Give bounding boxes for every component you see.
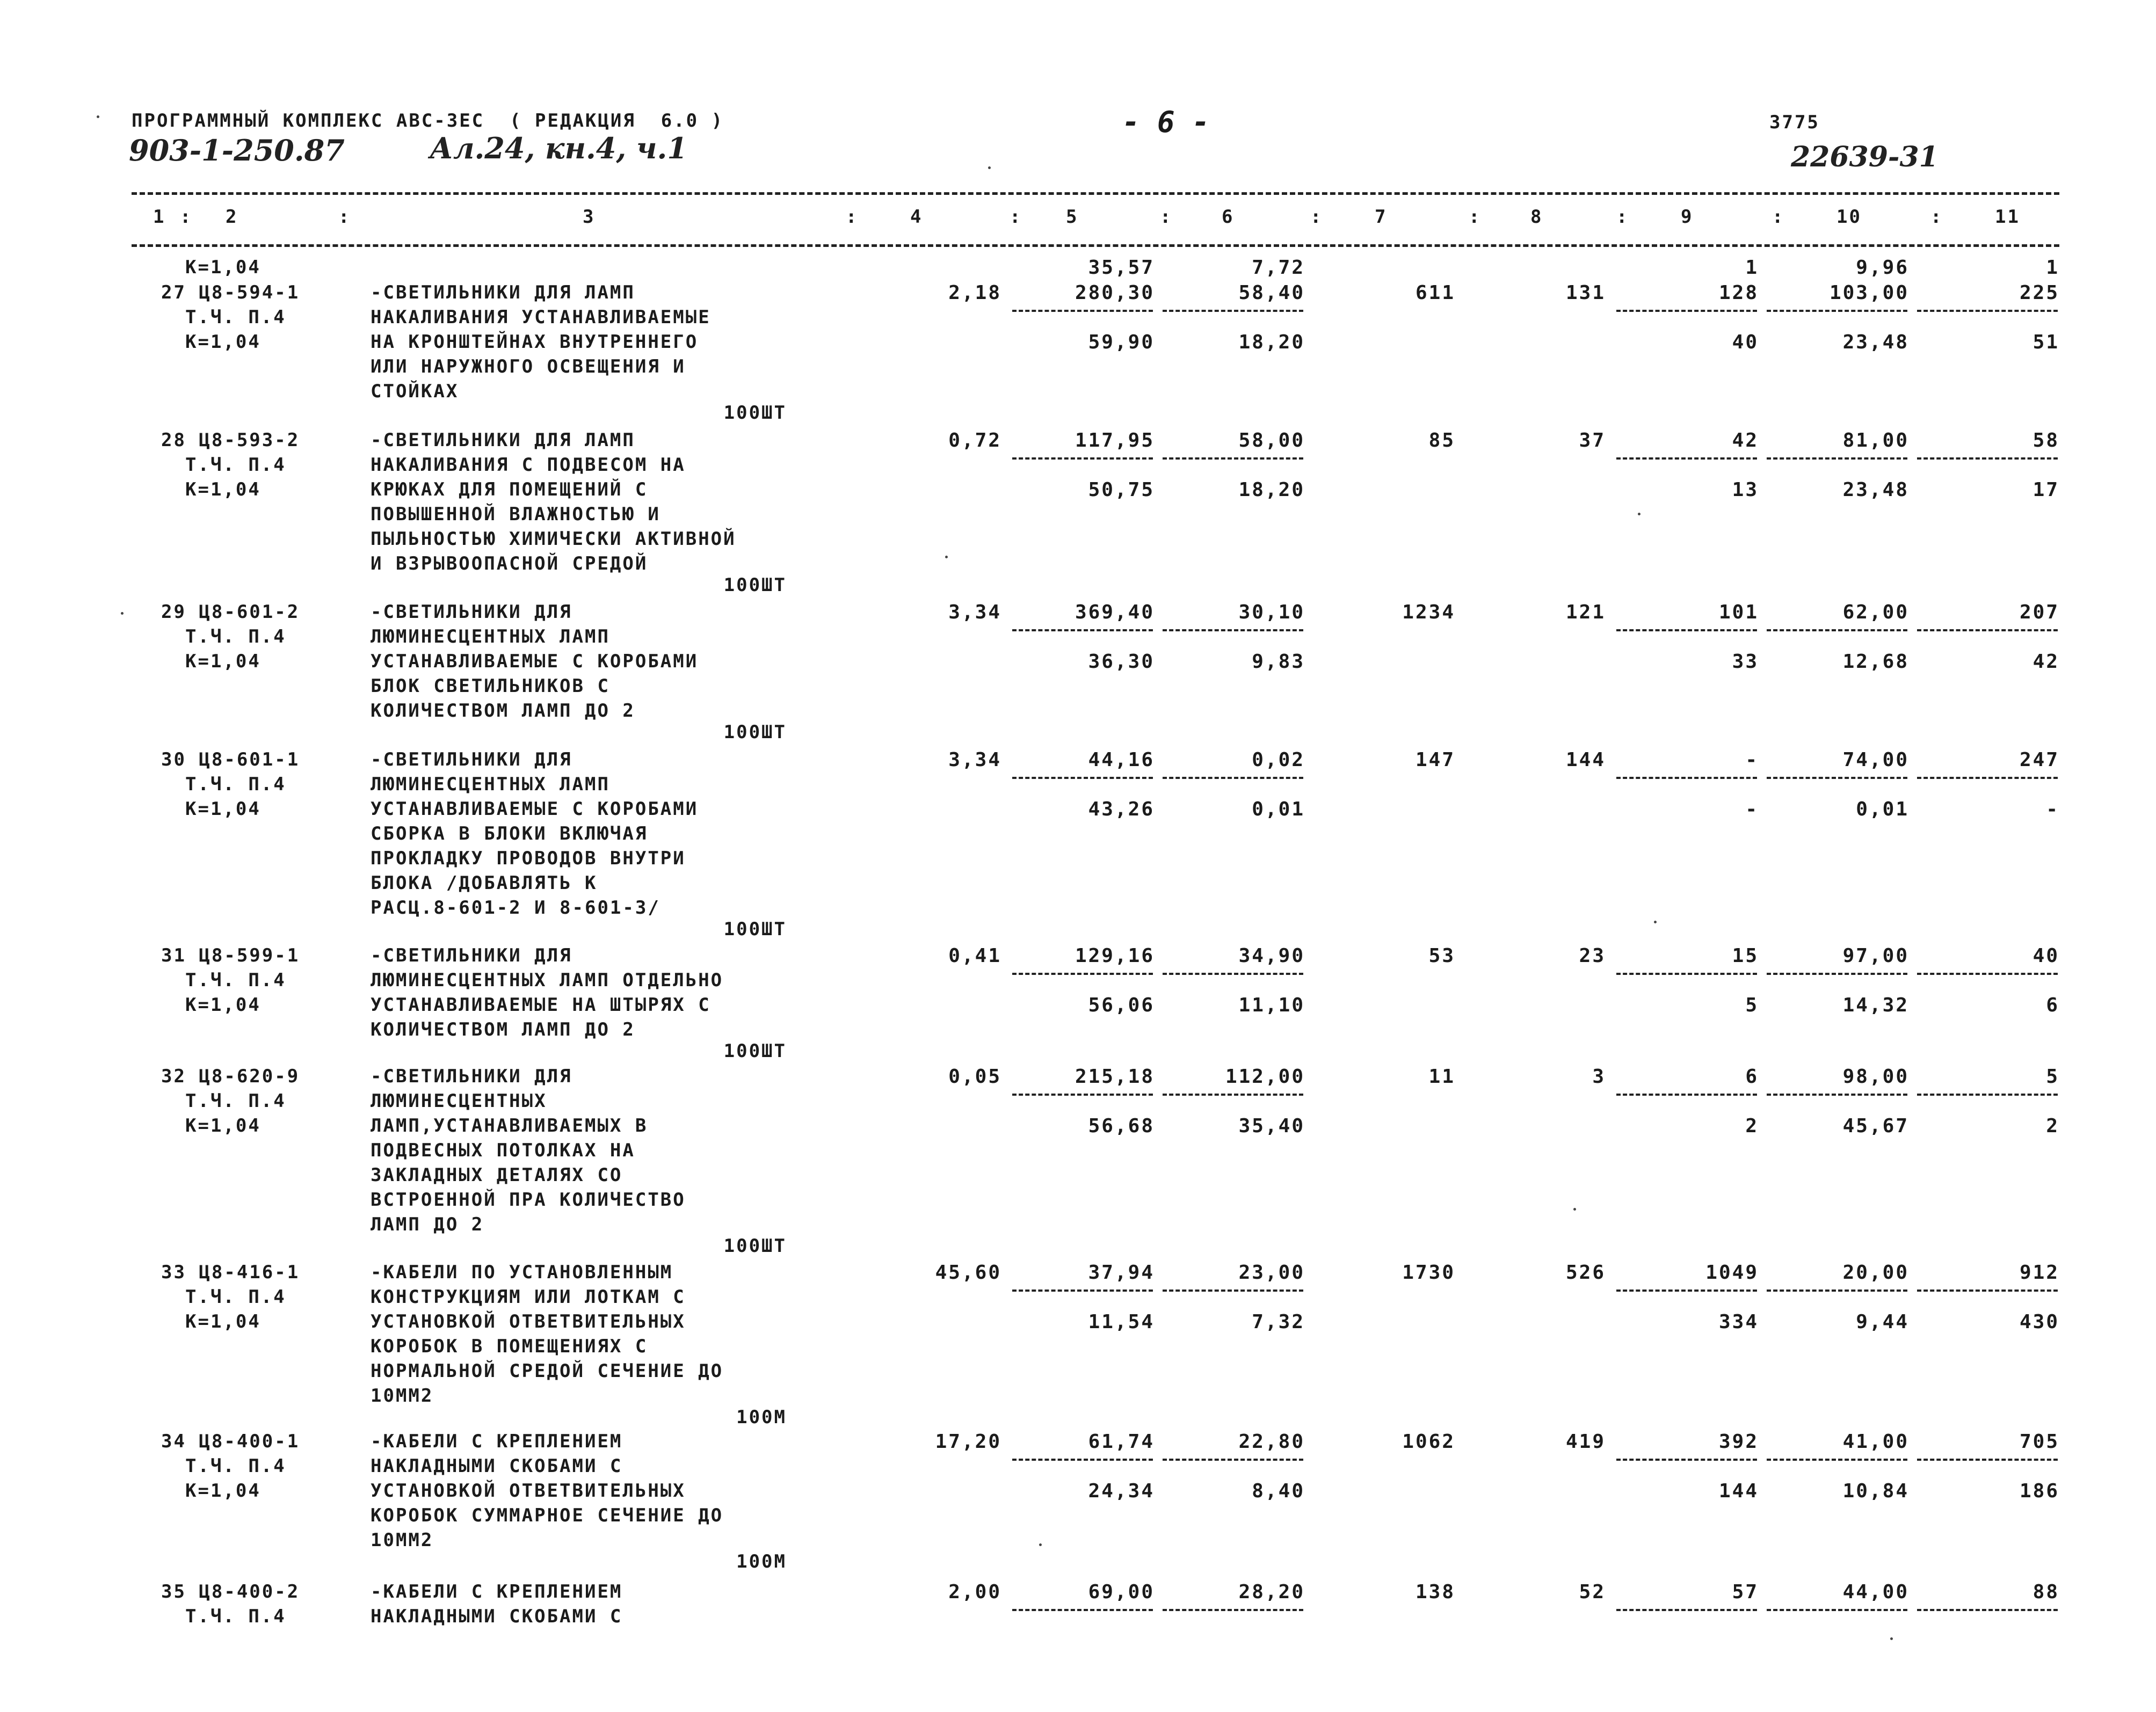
value-col-6-lower: 35,40 (1238, 1115, 1305, 1137)
value-col-8: 121 (1565, 601, 1606, 623)
work-description-line: КОРОБОК В ПОМЕЩЕНИЯХ С (371, 1336, 648, 1357)
value-col-6: 30,10 (1238, 601, 1305, 623)
cell-divider-rule (1616, 457, 1757, 460)
cell-divider-rule (1917, 457, 2058, 460)
value-col-4: 0,72 (948, 429, 1001, 451)
scan-speck (121, 612, 124, 615)
cell-divider-rule (1163, 1459, 1303, 1461)
value-col-8: 37 (1579, 429, 1606, 451)
work-description-line: ЗАКЛАДНЫХ ДЕТАЛЯХ СО (371, 1164, 623, 1186)
work-description-line: КОНСТРУКЦИЯМ ИЛИ ЛОТКАМ С (371, 1286, 686, 1308)
value-col-10: 20,00 (1842, 1262, 1909, 1284)
unit-of-measure: 100ШТ (723, 1040, 787, 1062)
value-col-8: 526 (1565, 1262, 1606, 1284)
value-col-5: 129,16 (1075, 945, 1155, 967)
estimate-code-note: К=1,04 (185, 479, 261, 500)
estimate-code-note: Т.Ч. П.4 (185, 626, 286, 647)
value-col-11-lower: - (2046, 798, 2059, 820)
value-col-11: 5 (2046, 1066, 2059, 1088)
value-col-11-lower: 17 (2032, 479, 2059, 501)
cell-divider-rule (1917, 629, 2058, 631)
value-col-5: 69,00 (1088, 1581, 1155, 1603)
scan-speck (945, 556, 948, 558)
value-col-5-lower: 50,75 (1088, 479, 1155, 501)
column-separator: : (1930, 206, 1943, 228)
column-separator: : (1772, 206, 1785, 228)
value-col-9: 392 (1718, 1431, 1759, 1453)
value-col-11-lower: 6 (2046, 994, 2059, 1016)
scan-speck (1890, 1637, 1893, 1640)
estimate-code: 32 Ц8-620-9 (161, 1066, 300, 1087)
cell-divider-rule (1012, 1609, 1153, 1611)
value-col-4: 0,05 (948, 1066, 1001, 1088)
cell-divider-rule (1012, 1094, 1153, 1096)
estimate-code-note: Т.Ч. П.4 (185, 454, 286, 476)
column-header-6: 6 (1222, 206, 1235, 228)
work-description-line: ВСТРОЕННОЙ ПРА КОЛИЧЕСТВО (371, 1189, 686, 1211)
value-col-10: 97,00 (1842, 945, 1909, 967)
cell-divider-rule (1012, 629, 1153, 631)
value-col-10: 103,00 (1829, 282, 1909, 304)
estimate-code-note: Т.Ч. П.4 (185, 1455, 286, 1477)
value-col-9: 128 (1718, 282, 1759, 304)
cell-divider-rule (1917, 1459, 2058, 1461)
cell-divider-rule (1616, 629, 1757, 631)
cell-divider-rule (1767, 457, 1907, 460)
value-col-5-lower: 59,90 (1088, 331, 1155, 353)
work-description-line: НА КРОНШТЕЙНАХ ВНУТРЕННЕГО (371, 331, 699, 353)
cell-divider-rule (1163, 777, 1303, 779)
unit-of-measure: 100ШТ (723, 919, 787, 940)
work-description-line: БЛОК СВЕТИЛЬНИКОВ С (371, 675, 610, 697)
value-col-5-lower: 36,30 (1088, 651, 1155, 673)
value-col-10-lower: 0,01 (1856, 798, 1909, 820)
value-col-7: 85 (1428, 429, 1455, 451)
value-col-9-lower: 13 (1732, 479, 1759, 501)
value-col-11: 1 (2046, 257, 2059, 279)
cell-divider-rule (1616, 777, 1757, 779)
value-col-8: 419 (1565, 1431, 1606, 1453)
value-col-5: 369,40 (1075, 601, 1155, 623)
cell-divider-rule (1163, 310, 1303, 312)
work-description-line: НАКЛАДНЫМИ СКОБАМИ С (371, 1455, 623, 1477)
unit-of-measure: 100ШТ (723, 1235, 787, 1257)
cell-divider-rule (1012, 1459, 1153, 1461)
unit-of-measure: 100ШТ (723, 402, 787, 424)
work-description-line: ПРОКЛАДКУ ПРОВОДОВ ВНУТРИ (371, 848, 686, 869)
work-description-line: СБОРКА В БЛОКИ ВКЛЮЧАЯ (371, 823, 648, 844)
work-description-line: -КАБЕЛИ С КРЕПЛЕНИЕМ (371, 1581, 623, 1602)
value-col-10: 98,00 (1842, 1066, 1909, 1088)
column-header-3: 3 (583, 206, 596, 228)
value-col-8: 23 (1579, 945, 1606, 967)
value-col-5: 44,16 (1088, 749, 1155, 771)
value-col-11-lower: 42 (2032, 651, 2059, 673)
unit-of-measure: 100М (736, 1407, 787, 1428)
cell-divider-rule (1767, 1459, 1907, 1461)
estimate-code: 33 Ц8-416-1 (161, 1262, 300, 1283)
estimate-code-note: Т.Ч. П.4 (185, 1286, 286, 1308)
value-col-10: 74,00 (1842, 749, 1909, 771)
value-col-7: 611 (1415, 282, 1455, 304)
value-col-8: 144 (1565, 749, 1606, 771)
value-col-10: 81,00 (1842, 429, 1909, 451)
document-number: 22639-31 (1791, 141, 1939, 173)
work-description-line: 10ММ2 (371, 1385, 434, 1407)
estimate-code: К=1,04 (185, 257, 261, 278)
value-col-5: 280,30 (1075, 282, 1155, 304)
estimate-code: 29 Ц8-601-2 (161, 601, 300, 623)
value-col-9: 1049 (1705, 1262, 1759, 1284)
value-col-6: 34,90 (1238, 945, 1305, 967)
work-description-line: ПЫЛЬНОСТЬЮ ХИМИЧЕСКИ АКТИВНОЙ (371, 528, 736, 550)
column-header-8: 8 (1530, 206, 1543, 228)
work-description-line: КРЮКАХ ДЛЯ ПОМЕЩЕНИЙ С (371, 479, 648, 500)
value-col-9-lower: 40 (1732, 331, 1759, 353)
value-col-6: 23,00 (1238, 1262, 1305, 1284)
cell-divider-rule (1767, 777, 1907, 779)
value-col-10-lower: 23,48 (1842, 331, 1909, 353)
work-description-line: НАКАЛИВАНИЯ УСТАНАВЛИВАЕМЫЕ (371, 307, 711, 328)
column-header-11: 11 (1995, 206, 2020, 228)
value-col-5: 61,74 (1088, 1431, 1155, 1453)
estimate-code-note: К=1,04 (185, 331, 261, 353)
value-col-10-lower: 23,48 (1842, 479, 1909, 501)
value-col-4: 2,00 (948, 1581, 1001, 1603)
cell-divider-rule (1767, 629, 1907, 631)
cell-divider-rule (1616, 1094, 1757, 1096)
work-description-line: И ВЗРЫВООПАСНОЙ СРЕДОЙ (371, 553, 648, 574)
value-col-6-lower: 18,20 (1238, 479, 1305, 501)
estimate-code-note: Т.Ч. П.4 (185, 774, 286, 795)
value-col-5-lower: 11,54 (1088, 1311, 1155, 1333)
value-col-4: 17,20 (935, 1431, 1001, 1453)
value-col-11: 207 (2019, 601, 2059, 623)
work-description-line: НАКАЛИВАНИЯ С ПОДВЕСОМ НА (371, 454, 686, 476)
cell-divider-rule (1767, 1609, 1907, 1611)
value-col-9-lower: 334 (1718, 1311, 1759, 1333)
column-separator: : (1310, 206, 1323, 228)
work-description-line: УСТАНАВЛИВАЕМЫЕ С КОРОБАМИ (371, 798, 699, 820)
value-col-7: 1730 (1402, 1262, 1455, 1284)
value-col-6: 58,40 (1238, 282, 1305, 304)
cell-divider-rule (1917, 777, 2058, 779)
work-description-line: НАКЛАДНЫМИ СКОБАМИ С (371, 1606, 623, 1627)
value-col-7: 53 (1428, 945, 1455, 967)
value-col-10-lower: 14,32 (1842, 994, 1909, 1016)
value-col-10-lower: 45,67 (1842, 1115, 1909, 1137)
cell-divider-rule (1163, 973, 1303, 975)
header-bottom-rule (132, 244, 2059, 247)
column-separator: : (1010, 206, 1022, 228)
work-description-line: -СВЕТИЛЬНИКИ ДЛЯ (371, 1066, 572, 1087)
scan-speck (1039, 1543, 1042, 1546)
work-description-line: -КАБЕЛИ ПО УСТАНОВЛЕННЫМ (371, 1262, 673, 1283)
value-col-5: 35,57 (1088, 257, 1155, 279)
value-col-5-lower: 43,26 (1088, 798, 1155, 820)
value-col-4: 45,60 (935, 1262, 1001, 1284)
work-description-line: ЛЮМИНЕСЦЕНТНЫХ ЛАМП (371, 626, 610, 647)
value-col-11-lower: 186 (2019, 1480, 2059, 1502)
cell-divider-rule (1917, 310, 2058, 312)
work-description-line: КОЛИЧЕСТВОМ ЛАМП ДО 2 (371, 1019, 635, 1040)
cell-divider-rule (1012, 973, 1153, 975)
work-description-line: ПОВЫШЕННОЙ ВЛАЖНОСТЬЮ И (371, 504, 660, 525)
work-description-line: -СВЕТИЛЬНИКИ ДЛЯ (371, 749, 572, 770)
work-description-line: УСТАНОВКОЙ ОТВЕТВИТЕЛЬНЫХ (371, 1311, 686, 1332)
sheet-number: 3775 (1769, 112, 1820, 133)
column-separator: : (846, 206, 859, 228)
value-col-10: 44,00 (1842, 1581, 1909, 1603)
value-col-9: 1 (1745, 257, 1759, 279)
cell-divider-rule (1163, 1094, 1303, 1096)
estimate-code: 35 Ц8-400-2 (161, 1581, 300, 1602)
value-col-11: 40 (2032, 945, 2059, 967)
cell-divider-rule (1767, 973, 1907, 975)
value-col-9-lower: 2 (1745, 1115, 1759, 1137)
cell-divider-rule (1616, 310, 1757, 312)
value-col-10-lower: 9,44 (1856, 1311, 1909, 1333)
work-description-line: ЛАМП ДО 2 (371, 1214, 484, 1235)
work-description-line: НОРМАЛЬНОЙ СРЕДОЙ СЕЧЕНИЕ ДО (371, 1360, 724, 1382)
value-col-11: 58 (2032, 429, 2059, 451)
value-col-11: 225 (2019, 282, 2059, 304)
cell-divider-rule (1012, 310, 1153, 312)
estimate-code: 28 Ц8-593-2 (161, 429, 300, 451)
cell-divider-rule (1917, 973, 2058, 975)
estimate-code: 30 Ц8-601-1 (161, 749, 300, 770)
cell-divider-rule (1616, 1609, 1757, 1611)
value-col-7: 11 (1428, 1066, 1455, 1088)
value-col-6-lower: 9,83 (1252, 651, 1305, 673)
work-description-line: -КАБЕЛИ С КРЕПЛЕНИЕМ (371, 1431, 623, 1452)
cell-divider-rule (1767, 310, 1907, 312)
value-col-5-lower: 56,06 (1088, 994, 1155, 1016)
estimate-code-note: К=1,04 (185, 994, 261, 1016)
value-col-11-lower: 430 (2019, 1311, 2059, 1333)
value-col-5: 37,94 (1088, 1262, 1155, 1284)
cell-divider-rule (1163, 457, 1303, 460)
value-col-11: 247 (2019, 749, 2059, 771)
value-col-7: 147 (1415, 749, 1455, 771)
value-col-9: 101 (1718, 601, 1759, 623)
value-col-7: 1062 (1402, 1431, 1455, 1453)
estimate-code-note: К=1,04 (185, 1115, 261, 1137)
value-col-6: 22,80 (1238, 1431, 1305, 1453)
value-col-9: 57 (1732, 1581, 1759, 1603)
work-description-line: КОЛИЧЕСТВОМ ЛАМП ДО 2 (371, 700, 635, 722)
value-col-11-lower: 51 (2032, 331, 2059, 353)
column-header-2: 2 (226, 206, 238, 228)
scan-speck (1638, 513, 1640, 515)
value-col-4: 0,41 (948, 945, 1001, 967)
value-col-6: 0,02 (1252, 749, 1305, 771)
estimate-code: 34 Ц8-400-1 (161, 1431, 300, 1452)
work-description-line: -СВЕТИЛЬНИКИ ДЛЯ ЛАМП (371, 282, 635, 303)
value-col-9-lower: 144 (1718, 1480, 1759, 1502)
value-col-6-lower: 11,10 (1238, 994, 1305, 1016)
unit-of-measure: 100ШТ (723, 722, 787, 743)
column-separator: : (180, 206, 193, 228)
estimate-code-note: К=1,04 (185, 651, 261, 672)
value-col-4: 2,18 (948, 282, 1001, 304)
value-col-11: 88 (2032, 1581, 2059, 1603)
cell-divider-rule (1917, 1609, 2058, 1611)
value-col-4: 3,34 (948, 749, 1001, 771)
value-col-9: - (1745, 749, 1759, 771)
cell-divider-rule (1767, 1094, 1907, 1096)
cell-divider-rule (1616, 973, 1757, 975)
value-col-5-lower: 56,68 (1088, 1115, 1155, 1137)
value-col-6: 112,00 (1225, 1066, 1305, 1088)
estimate-code-note: Т.Ч. П.4 (185, 970, 286, 991)
scan-speck (1573, 1208, 1576, 1211)
cell-divider-rule (1767, 1290, 1907, 1292)
column-separator: : (1160, 206, 1173, 228)
column-separator: : (338, 206, 351, 228)
scan-speck (97, 115, 99, 118)
cell-divider-rule (1012, 457, 1153, 460)
work-description-line: ЛЮМИНЕСЦЕНТНЫХ (371, 1090, 547, 1112)
work-description-line: УСТАНАВЛИВАЕМЫЕ С КОРОБАМИ (371, 651, 699, 672)
value-col-7: 138 (1415, 1581, 1455, 1603)
value-col-4: 3,34 (948, 601, 1001, 623)
column-separator: : (1616, 206, 1629, 228)
work-description-line: ЛЮМИНЕСЦЕНТНЫХ ЛАМП ОТДЕЛЬНО (371, 970, 724, 991)
cell-divider-rule (1163, 1290, 1303, 1292)
value-col-5: 215,18 (1075, 1066, 1155, 1088)
value-col-6: 58,00 (1238, 429, 1305, 451)
cell-divider-rule (1012, 777, 1153, 779)
work-description-line: -СВЕТИЛЬНИКИ ДЛЯ (371, 945, 572, 966)
estimate-code-note: К=1,04 (185, 1480, 261, 1502)
value-col-8: 52 (1579, 1581, 1606, 1603)
value-col-6: 7,72 (1252, 257, 1305, 279)
value-col-9-lower: 33 (1732, 651, 1759, 673)
work-description-line: СТОЙКАХ (371, 381, 459, 402)
column-header-1: 1 (153, 206, 166, 228)
cell-divider-rule (1917, 1094, 2058, 1096)
value-col-9: 15 (1732, 945, 1759, 967)
value-col-9: 42 (1732, 429, 1759, 451)
scan-speck (988, 166, 991, 169)
value-col-9-lower: - (1745, 798, 1759, 820)
estimate-code-note: К=1,04 (185, 1311, 261, 1332)
work-description-line: КОРОБОК СУММАРНОЕ СЕЧЕНИЕ ДО (371, 1505, 724, 1526)
unit-of-measure: 100М (736, 1551, 787, 1572)
cell-divider-rule (1163, 629, 1303, 631)
column-header-9: 9 (1681, 206, 1694, 228)
value-col-8: 131 (1565, 282, 1606, 304)
value-col-5: 117,95 (1075, 429, 1155, 451)
work-description-line: ЛАМП,УСТАНАВЛИВАЕМЫХ В (371, 1115, 648, 1137)
value-col-10: 9,96 (1856, 257, 1909, 279)
column-header-4: 4 (910, 206, 923, 228)
work-description-line: БЛОКА /ДОБАВЛЯТЬ К (371, 872, 598, 894)
work-description-line: ЛЮМИНЕСЦЕНТНЫХ ЛАМП (371, 774, 610, 795)
table-top-rule (132, 192, 2059, 195)
cell-divider-rule (1917, 1290, 2058, 1292)
column-header-10: 10 (1836, 206, 1862, 228)
estimate-code-note: Т.Ч. П.4 (185, 1090, 286, 1112)
value-col-11: 912 (2019, 1262, 2059, 1284)
estimate-code-note: Т.Ч. П.4 (185, 307, 286, 328)
work-description-line: УСТАНОВКОЙ ОТВЕТВИТЕЛЬНЫХ (371, 1480, 686, 1502)
work-description-line: РАСЦ.8-601-2 И 8-601-3/ (371, 897, 660, 919)
column-header-5: 5 (1066, 206, 1079, 228)
scan-speck (1654, 921, 1657, 923)
value-col-6-lower: 18,20 (1238, 331, 1305, 353)
value-col-6-lower: 8,40 (1252, 1480, 1305, 1502)
work-description-line: 10ММ2 (371, 1529, 434, 1551)
value-col-10-lower: 12,68 (1842, 651, 1909, 673)
value-col-7: 1234 (1402, 601, 1455, 623)
unit-of-measure: 100ШТ (723, 574, 787, 596)
estimate-code: 27 Ц8-594-1 (161, 282, 300, 303)
value-col-11: 705 (2019, 1431, 2059, 1453)
cell-divider-rule (1616, 1290, 1757, 1292)
work-description-line: -СВЕТИЛЬНИКИ ДЛЯ (371, 601, 572, 623)
album-reference: Ал.24, кн.4, ч.1 (430, 131, 687, 165)
value-col-6-lower: 7,32 (1252, 1311, 1305, 1333)
value-col-6-lower: 0,01 (1252, 798, 1305, 820)
value-col-10: 62,00 (1842, 601, 1909, 623)
cell-divider-rule (1163, 1609, 1303, 1611)
estimate-code: 31 Ц8-599-1 (161, 945, 300, 966)
page-number: - 6 - (1122, 105, 1210, 139)
project-code: 903-1-250.87 (129, 133, 345, 167)
program-title: ПРОГРАММНЫЙ КОМПЛЕКС АВС-3ЕС ( РЕДАКЦИЯ 6.0 ) (132, 110, 724, 132)
value-col-9-lower: 5 (1745, 994, 1759, 1016)
value-col-10-lower: 10,84 (1842, 1480, 1909, 1502)
work-description-line: ПОДВЕСНЫХ ПОТОЛКАХ НА (371, 1140, 635, 1161)
value-col-10: 41,00 (1842, 1431, 1909, 1453)
work-description-line: -СВЕТИЛЬНИКИ ДЛЯ ЛАМП (371, 429, 635, 451)
cell-divider-rule (1616, 1459, 1757, 1461)
cell-divider-rule (1012, 1290, 1153, 1292)
value-col-11-lower: 2 (2046, 1115, 2059, 1137)
work-description-line: ИЛИ НАРУЖНОГО ОСВЕЩЕНИЯ И (371, 356, 686, 377)
column-header-7: 7 (1375, 206, 1388, 228)
work-description-line: УСТАНАВЛИВАЕМЫЕ НА ШТЫРЯХ С (371, 994, 711, 1016)
estimate-code-note: К=1,04 (185, 798, 261, 820)
value-col-9: 6 (1745, 1066, 1759, 1088)
value-col-6: 28,20 (1238, 1581, 1305, 1603)
estimate-code-note: Т.Ч. П.4 (185, 1606, 286, 1627)
value-col-8: 3 (1592, 1066, 1606, 1088)
value-col-5-lower: 24,34 (1088, 1480, 1155, 1502)
column-separator: : (1469, 206, 1482, 228)
